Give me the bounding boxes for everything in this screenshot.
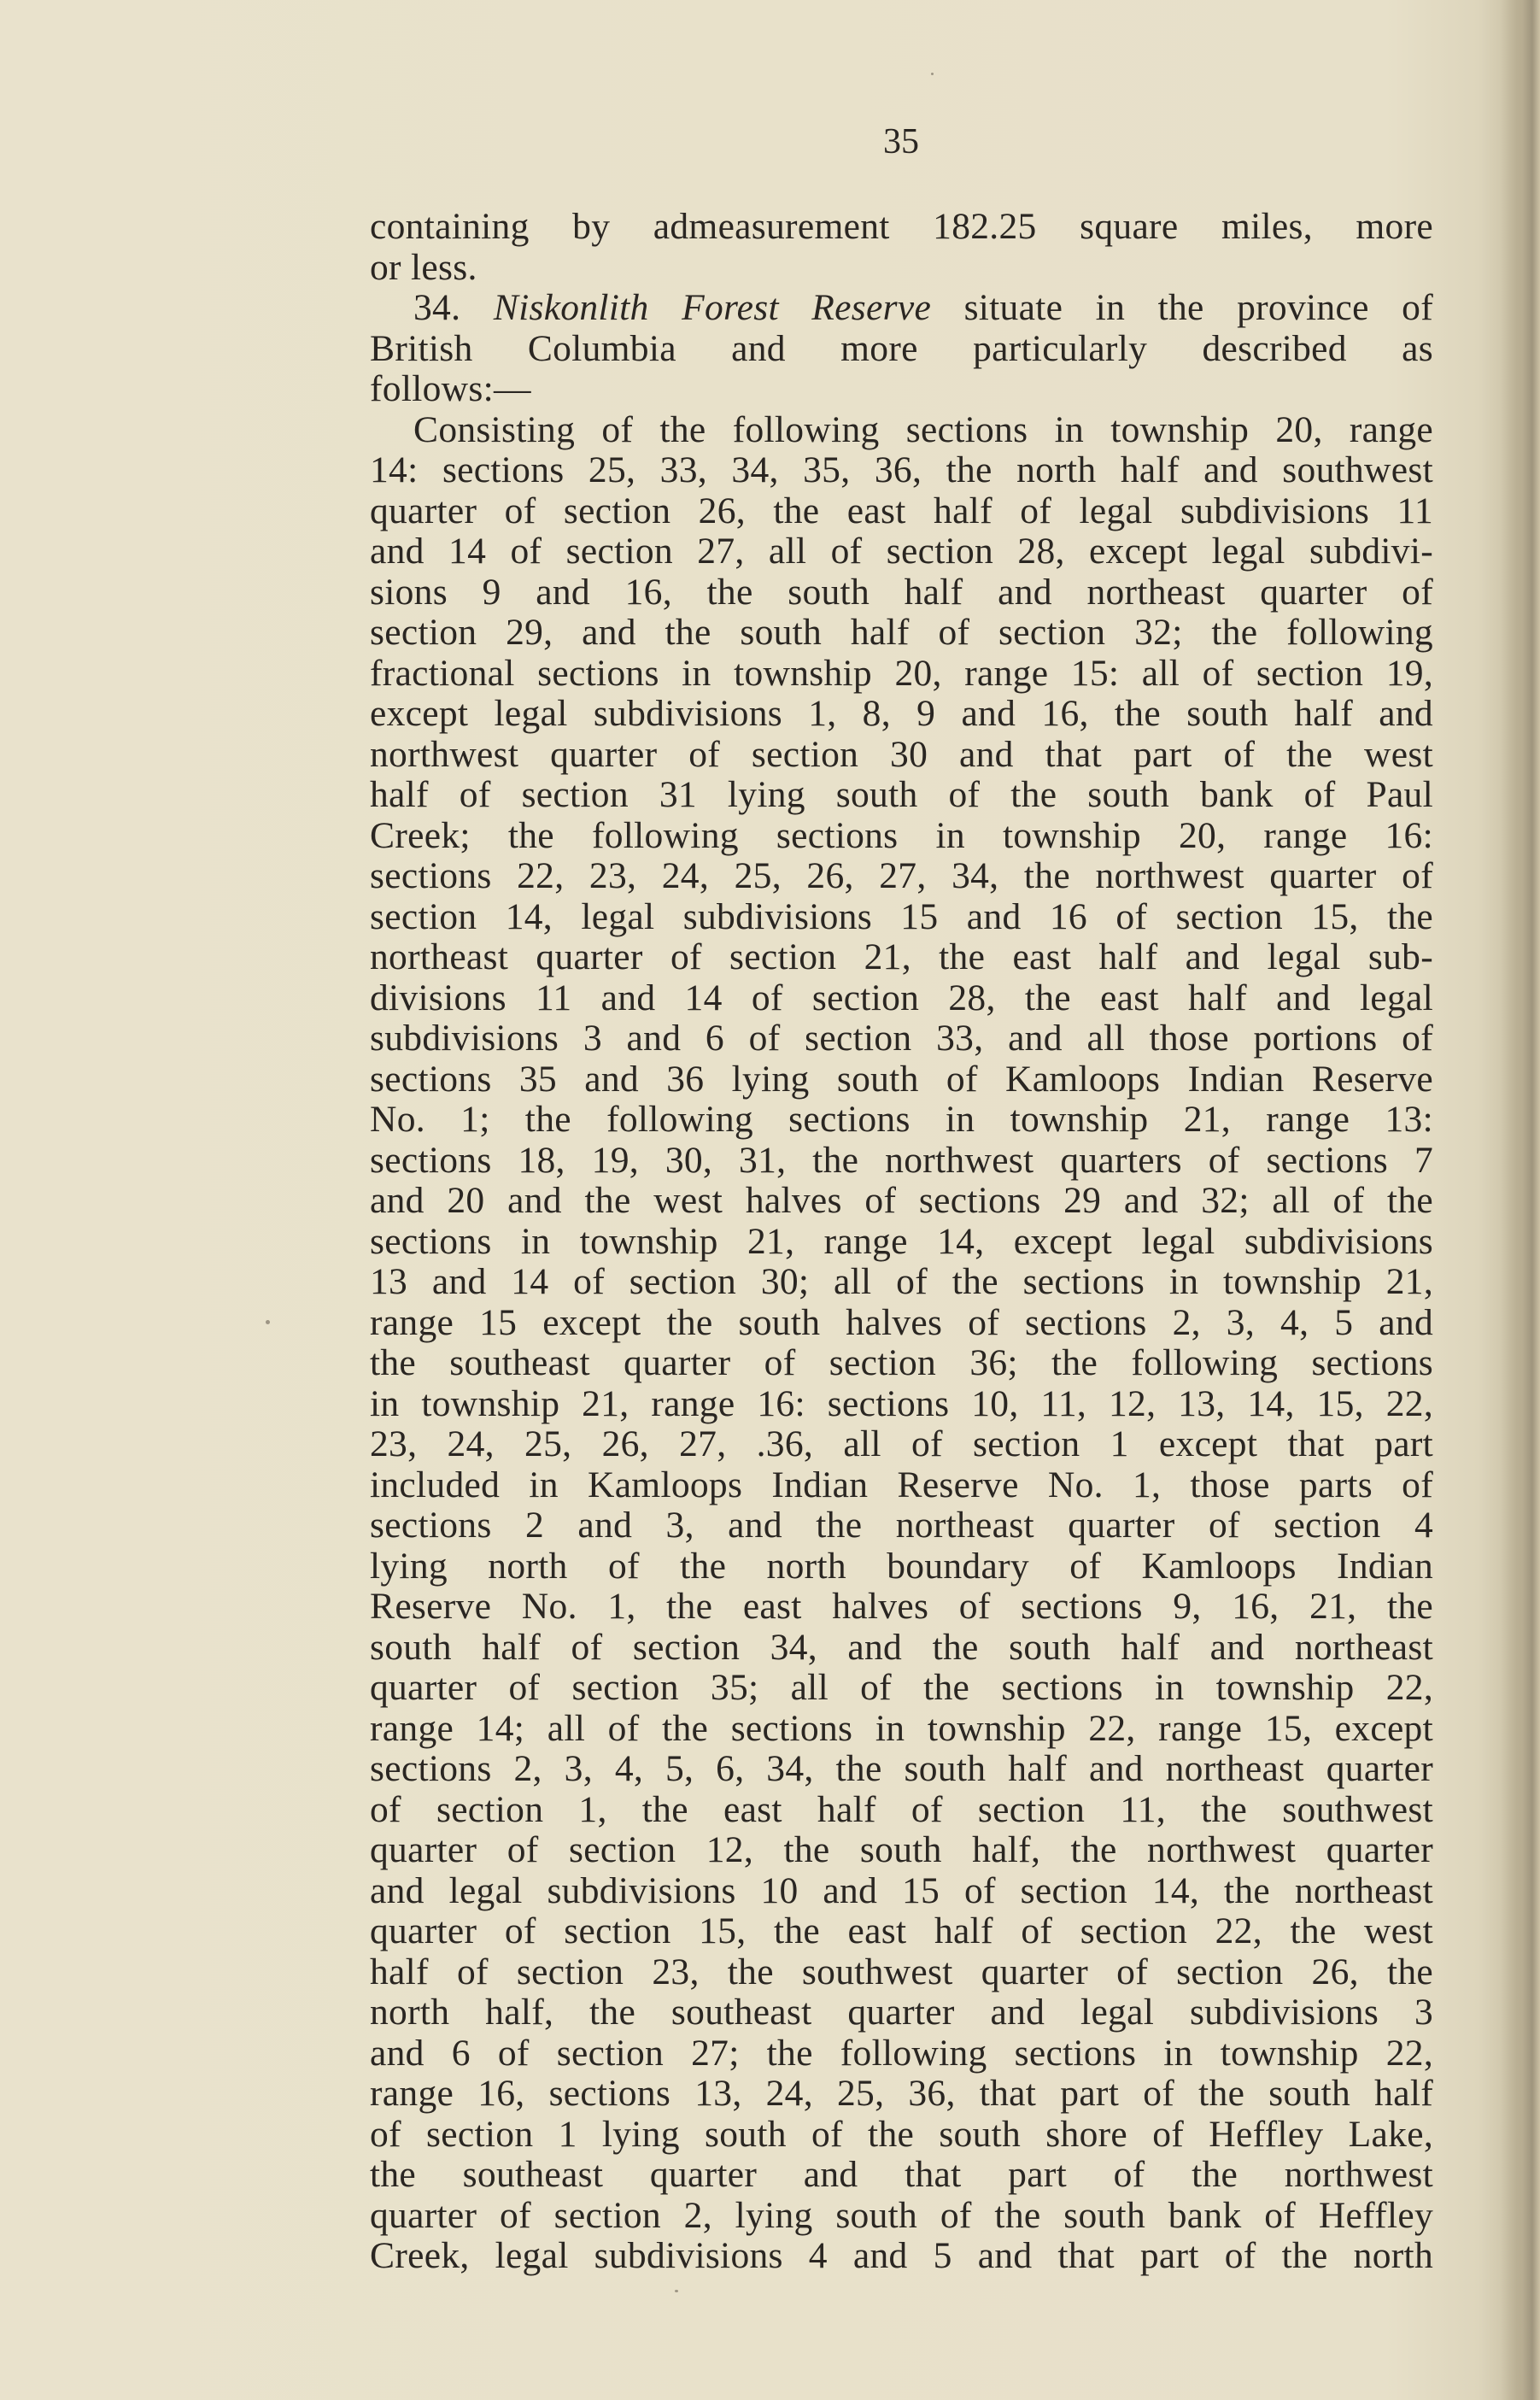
text-line: sections 35 and 36 lying south of Kamloops Indian Reserve [370,1058,1433,1100]
text-line: of section 1 lying south of the south shore of Heffley Lake, [370,2113,1433,2155]
text-line: of section 1, the east half of section 11, the southwest [370,1788,1433,1830]
text-line: or less. [370,246,477,288]
text-line: quarter of section 35; all of the sections in township 22, [370,1667,1433,1708]
paper-speck [266,1320,270,1324]
text-line: section 29, and the south half of section 32; the following [370,612,1433,653]
text-line: lying north of the north boundary of Kamloops Indian [370,1545,1433,1587]
text-line: in township 21, range 16: sections 10, 11, 12, 13, 14, 15, 22, [370,1382,1433,1424]
text-line: the southeast quarter and that part of the northwest [370,2154,1433,2195]
text-line: range 14; all of the sections in township 22, range 15, except [370,1707,1433,1749]
text-line: divisions 11 and 14 of section 28, the east half and legal [370,977,1433,1018]
page-binding-edge [1501,0,1540,2400]
reserve-name: Niskonlith Forest Reserve [493,287,932,328]
text-line: fractional sections in township 20, range 15: all of section 19, [370,652,1433,694]
text-line: containing by admeasurement 182.25 square miles, more [370,206,1433,247]
text-line: and 6 of section 27; the following sections in township 22, [370,2032,1433,2074]
text-line: and 20 and the west halves of sections 29 and 32; all of the [370,1180,1433,1221]
text-line: Creek, legal subdivisions 4 and 5 and that part of the north [370,2235,1433,2276]
text-line: northeast quarter of section 21, the east half and legal sub- [370,936,1433,977]
body-text [370,207,1433,2277]
text-line: and 14 of section 27, all of section 28, except legal subdivi- [370,531,1433,572]
paper-speck [675,2290,678,2292]
section-34-heading-line [370,288,1433,329]
section-intro-text: situate in the province of [963,287,1433,328]
text-line: and legal subdivisions 10 and 15 of section 14, the northeast [370,1869,1433,1911]
text-line: 23, 24, 25, 26, 27, .36, all of section 1 except that part [370,1423,1433,1464]
text-line: subdivisions 3 and 6 of section 33, and all those portions of [370,1018,1433,1059]
description-paragraph [370,410,1433,2277]
page-number: 35 [883,122,919,161]
text-line: Reserve No. 1, the east halves of sections 9, 16, 21, the [370,1586,1433,1627]
text-line: sections 2, 3, 4, 5, 6, 34, the south half and northeast quarter [370,1748,1433,1789]
text-line: south half of section 34, and the south half and northeast [370,1626,1433,1668]
text-line: sections 18, 19, 30, 31, the northwest quarters of sections 7 [370,1139,1433,1181]
text-line: sions 9 and 16, the south half and northeast quarter of [370,571,1433,613]
text-line: included in Kamloops Indian Reserve No. 1, those parts of [370,1464,1433,1505]
text-line: half of section 23, the southwest quarter of section 26, the [370,1951,1433,1992]
text-line: quarter of section 15, the east half of section 22, the west [370,1910,1433,1951]
text-line: sections 2 and 3, and the northeast quarter of section 4 [370,1505,1433,1546]
text-line: range 16, sections 13, 24, 25, 36, that part of the south half [370,2073,1433,2114]
text-line: follows:— [370,368,531,409]
text-line: sections 22, 23, 24, 25, 26, 27, 34, the northwest quarter of [370,855,1433,896]
text-line: 14: sections 25, 33, 34, 35, 36, the north half and southwest [370,449,1433,490]
text-line: range 15 except the south halves of sections 2, 3, 4, 5 and [370,1301,1433,1343]
text-line: northwest quarter of section 30 and that part of the west [370,733,1433,775]
text-line: quarter of section 12, the south half, the northwest quarter [370,1829,1433,1870]
text-line: Creek; the following sections in township 20, range 16: [370,814,1433,856]
text-line: British Columbia and more particularly described as [370,327,1433,369]
text-line: section 14, legal subdivisions 15 and 16 of section 15, the [370,895,1433,937]
paper-speck [931,73,934,75]
text-line: sections in township 21, range 14, except legal subdivisions [370,1220,1433,1262]
text-line: 13 and 14 of section 30; all of the sections in township 21, [370,1261,1433,1302]
text-line: Consisting of the following sections in township 20, range [413,408,1433,450]
text-line: quarter of section 2, lying south of the south bank of Heffley [370,2194,1433,2236]
section-number: 34. [413,287,461,328]
text-line: half of section 31 lying south of the south bank of Paul [370,774,1433,815]
text-line: except legal subdivisions 1, 8, 9 and 16, the south half and [370,693,1433,734]
text-line: the southeast quarter of section 36; the following sections [370,1342,1433,1383]
text-line: north half, the southeast quarter and legal subdivisions 3 [370,1992,1433,2033]
text-line: No. 1; the following sections in township 21, range 13: [370,1099,1433,1140]
text-line: quarter of section 26, the east half of legal subdivisions 11 [370,490,1433,531]
